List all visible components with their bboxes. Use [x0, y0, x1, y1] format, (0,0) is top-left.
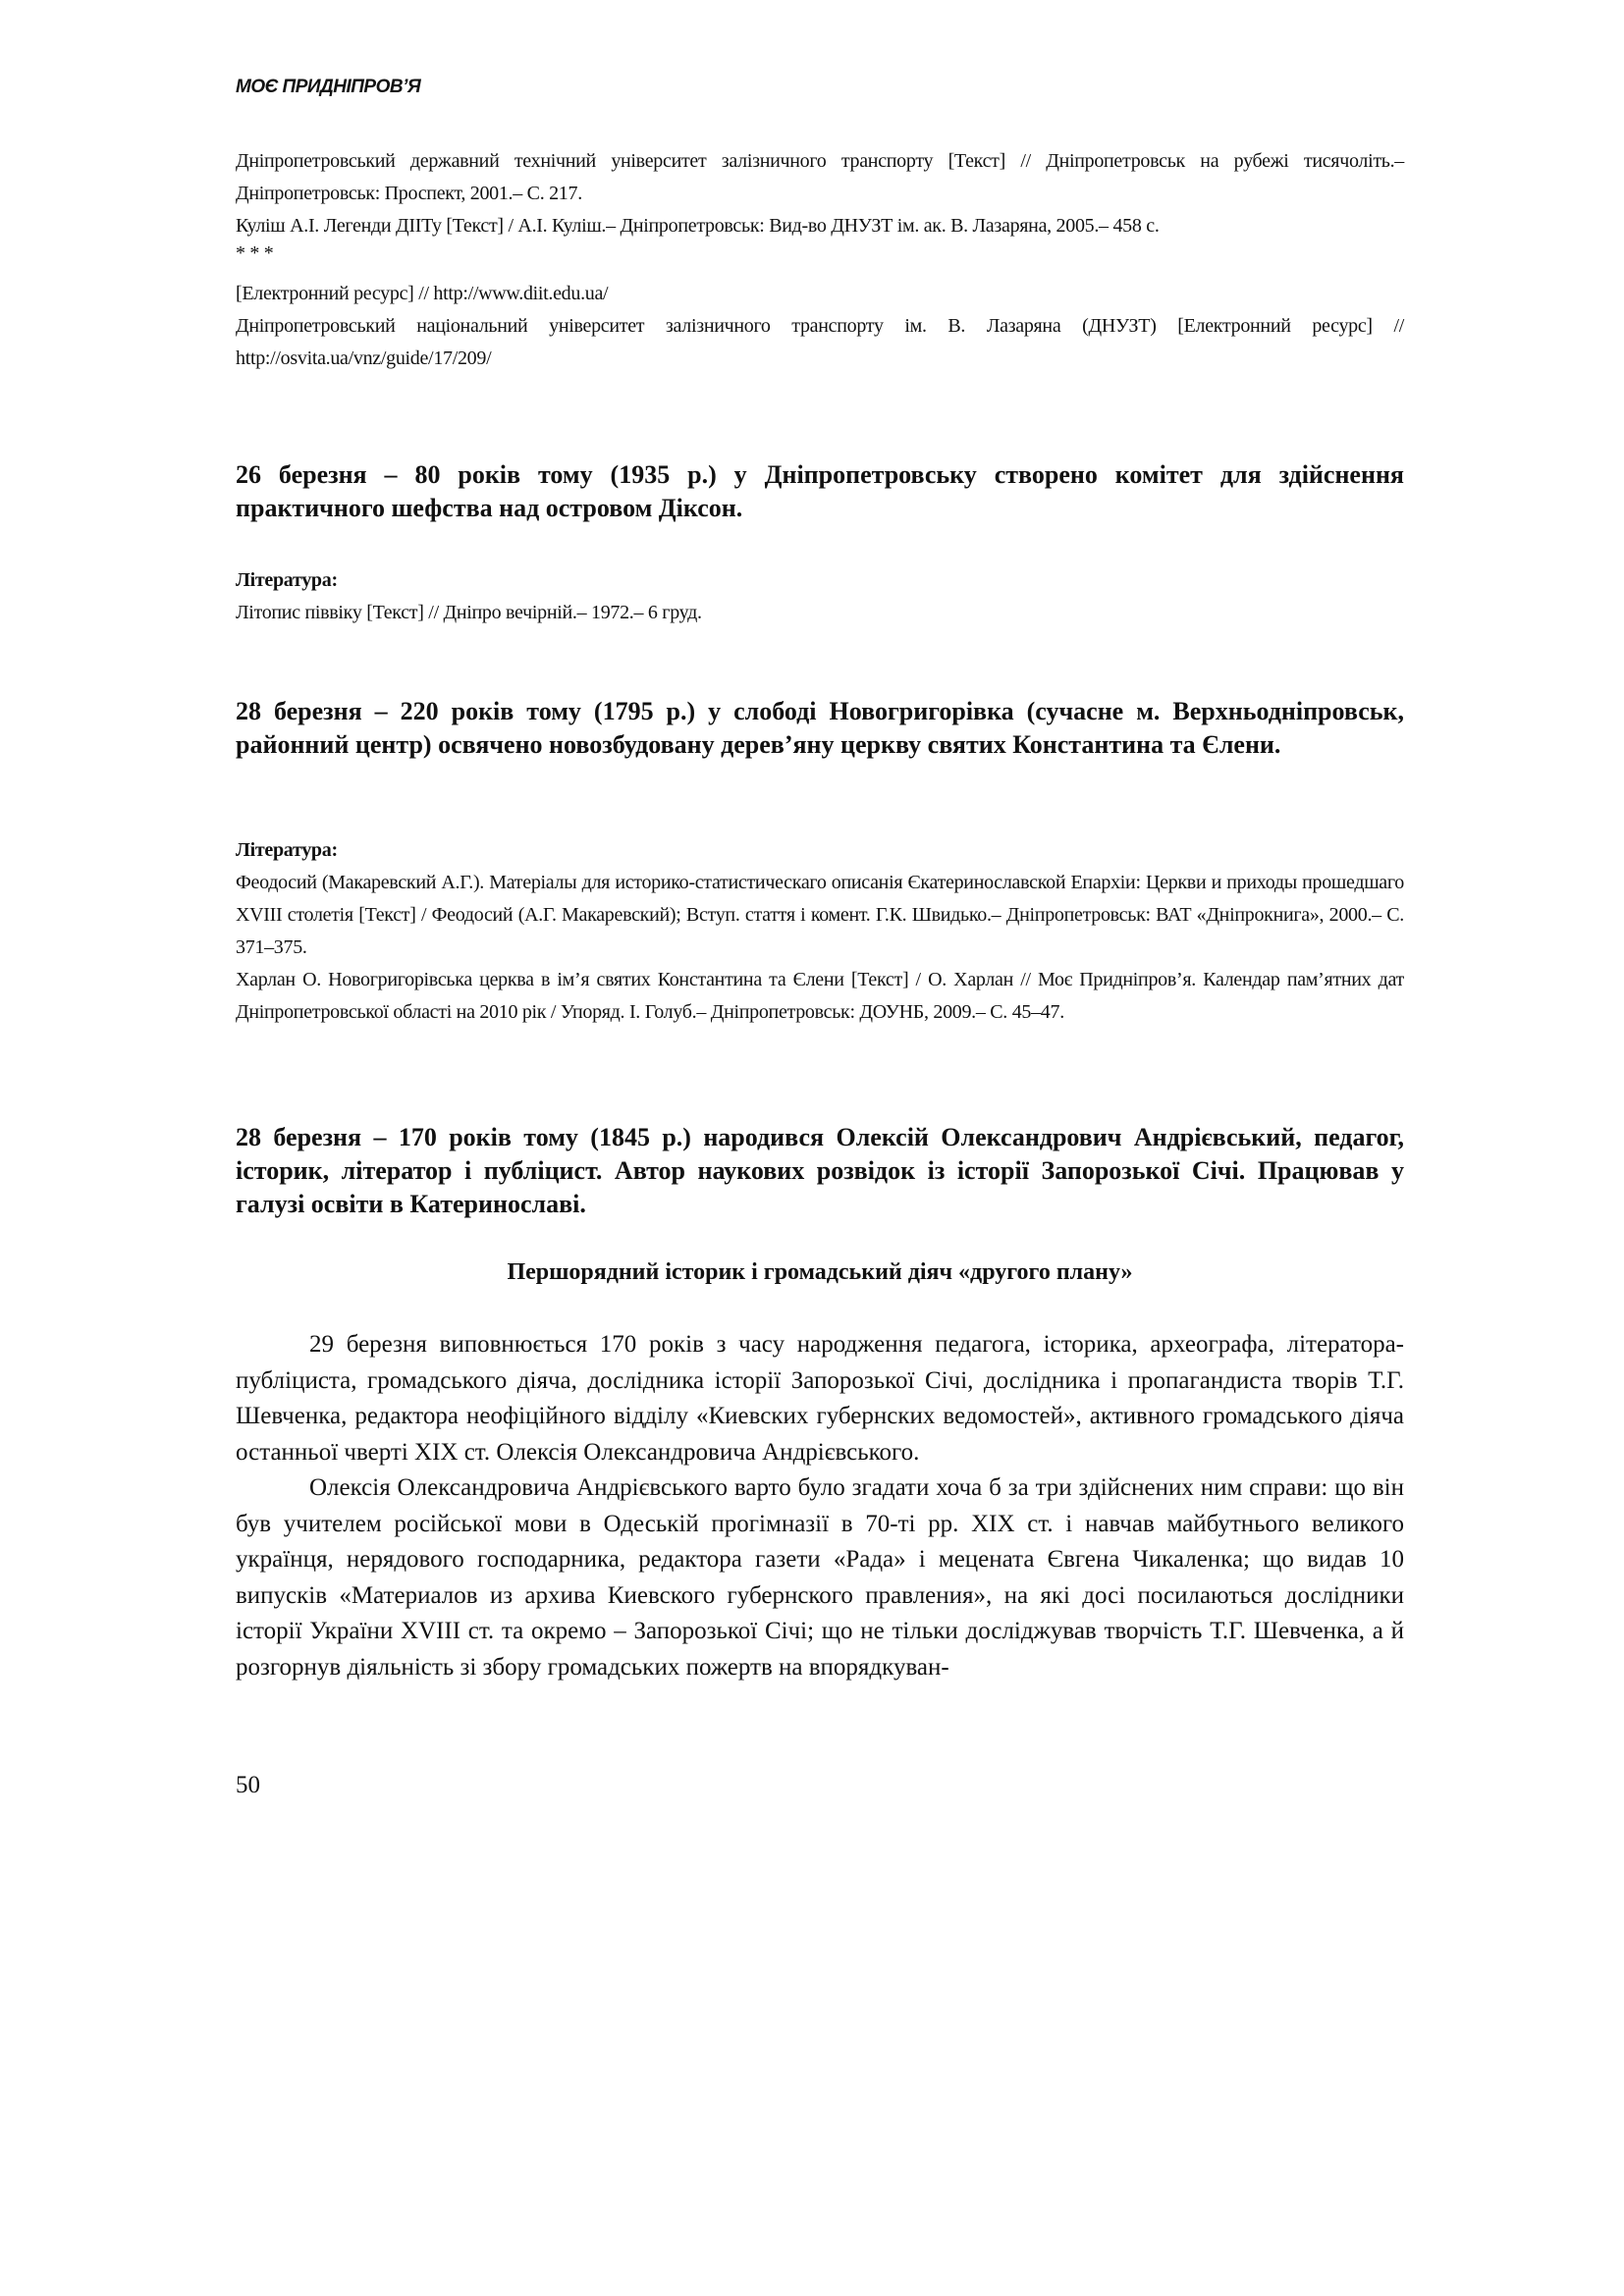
- page-number: 50: [236, 1772, 260, 1798]
- article-subtitle: Першорядний історик і громадський діяч «другого плану»: [507, 1259, 1133, 1285]
- reference: Дніпропетровський національний університет залізничного транспорту ім. В. Лазаряна (ДНУЗТ) [Електронний ресурс] // http://osvita.ua/vnz/guide/17/209/: [236, 315, 1404, 369]
- running-header: МОЄ ПРИДНІПРОВ’Я: [236, 77, 421, 97]
- paragraph: Олексія Олександровича Андрієвського варто було згадати хоча б за три здійснених ним справи: що він був учителем російської мови в Одеській прогімназії в 70-ті рр. XIX ст. і навчав майбутнього великого українця, нерядового господарника, редактора газети «Рада» і мецената Євгена Чикаленка; що видав 10 випусків «Материалов из архива Киевского губернского правления», на які досі посилаються дослідники історії України XVIII ст. та окремо – Запорозької Січі; що не тільки досліджував творчість Т.Г. Шевченка, а й розгорнув діяльність зі збору громадських пожертв на впорядкуван-: [236, 1474, 1404, 1681]
- paragraph: 29 березня виповнюється 170 років з часу народження педагога, історика, археографа, літератора-публіциста, громадського діяча, дослідника історії Запорозької Січі, дослідника і пропагандиста творів Т.Г. Шевченка, редактора неофіційного відділу «Киевских губернских ведомостей», активного громадського діяча останньої чверті XIX ст. Олексія Олександровича Андрієвського.: [236, 1331, 1404, 1466]
- separator: * * *: [236, 242, 274, 264]
- reference: Куліш А.І. Легенди ДІІТу [Текст] / А.І. Куліш.– Дніпропетровськ: Вид-во ДНУЗТ ім. ак. В. Лазаряна, 2005.– 458 с.: [236, 215, 1160, 237]
- reference: Харлан О. Новогригорівська церква в ім’я святих Константина та Єлени [Текст] / О. Харлан // Моє Придніпров’я. Календар пам’ятних дат Дніпропетровської області на 2010 рік / Упоряд. І. Голуб.– Дніпропетровськ: ДОУНБ, 2009.– С. 45–47.: [236, 969, 1404, 1023]
- reference: Літопис піввіку [Текст] // Дніпро вечірній.– 1972.– 6 груд.: [236, 602, 702, 623]
- entry-1: [236, 458, 1404, 525]
- entry-heading: 26 березня – 80 років тому (1935 р.) у Дніпропетровську створено комітет для здійснення практичного шефства над островом Діксон.: [236, 460, 1404, 522]
- reference: Дніпропетровський державний технічний університет залізничного транспорту [Текст] // Дніпропетровськ на рубежі тисячоліть.– Дніпропетровськ: Проспект, 2001.– С. 217.: [236, 150, 1404, 204]
- entry-2-literature: [236, 834, 1404, 1029]
- article-subtitle-wrap: [236, 1259, 1404, 1286]
- entry-3: [236, 1121, 1404, 1221]
- entry-heading: 28 березня – 170 років тому (1845 р.) народився Олексій Олександрович Андрієвський, педагог, історик, літератор і публіцист. Автор наукових розвідок із історії Запорозької Січі. Працював у галузі освіти в Катеринославі.: [236, 1123, 1404, 1218]
- literature-label: Література:: [236, 569, 338, 591]
- article-body: [236, 1327, 1404, 1685]
- reference: [Електронний ресурс] // http://www.diit.edu.ua/: [236, 283, 609, 304]
- entry-1-literature: [236, 564, 1404, 629]
- entry-heading: 28 березня – 220 років тому (1795 р.) у слободі Новогригорівка (сучасне м. Верхньодніпровськ, районний центр) освячено новозбудовану дерев’яну церкву святих Константина та Єлени.: [236, 697, 1404, 759]
- entry-2: [236, 695, 1404, 762]
- literature-label: Література:: [236, 839, 338, 861]
- references-top: [236, 145, 1404, 375]
- reference: Феодосий (Макаревский А.Г.). Матеріалы для историко-статистическаго описанія Єкатеринославской Епархіи: Церкви и приходы прошедшаго XVIII столетія [Текст] / Феодосий (А.Г. Макаревский); Вступ. стаття і комент. Г.К. Швидько.– Дніпропетровськ: ВАТ «Дніпрокнига», 2000.– С. 371–375.: [236, 872, 1404, 958]
